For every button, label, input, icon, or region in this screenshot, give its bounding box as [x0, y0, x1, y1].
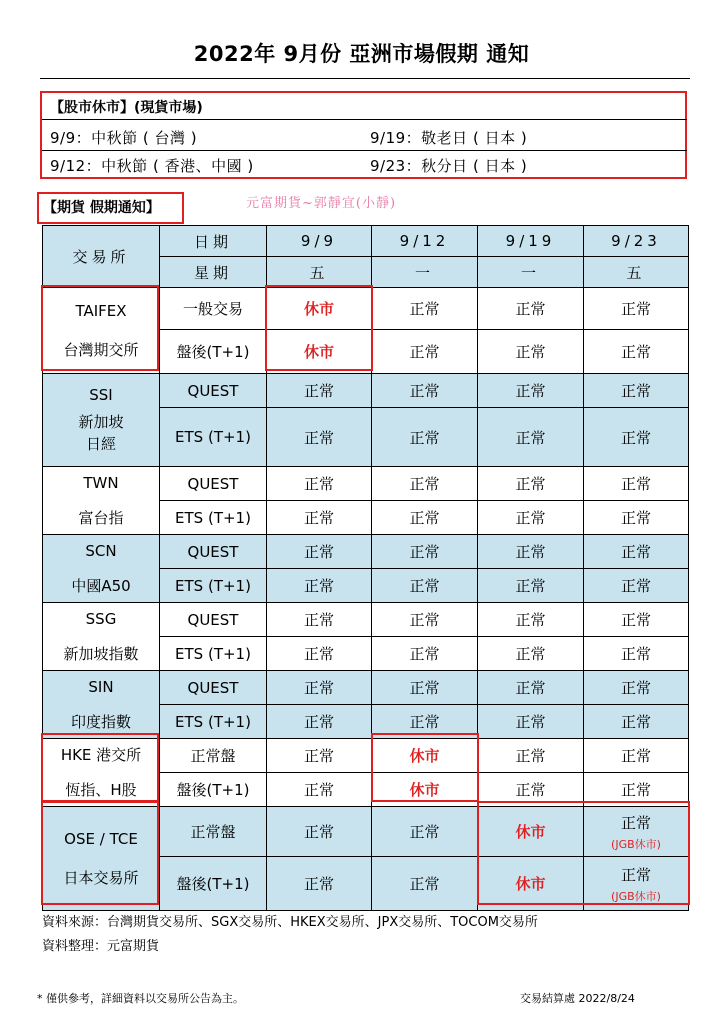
status-text: 正常 [409, 300, 440, 318]
status-cell [267, 857, 372, 911]
exchange-cell [43, 467, 160, 535]
status-cell [267, 330, 372, 374]
status-note: (JGB休市) [611, 889, 661, 903]
status-text: 正常 [515, 300, 546, 318]
status-text: 正常 [303, 543, 334, 561]
status-text: 正常 [409, 577, 440, 595]
status-cell [478, 501, 584, 535]
status-cell [478, 569, 584, 603]
exchange-name-line: OSE / TCE [64, 830, 138, 848]
futures-holiday-table [42, 225, 689, 911]
status-text: 正常 [620, 679, 651, 697]
status-cell [267, 569, 372, 603]
exchange-name-line: 恆指、H股 [65, 780, 137, 799]
table-row [43, 467, 689, 501]
status-cell [372, 671, 478, 705]
status-cell [267, 773, 372, 807]
exchange-name-line: TWN [83, 474, 119, 492]
status-text: 正常 [515, 475, 546, 493]
exchange-name-line: 日本交易所 [63, 868, 139, 887]
exchange-name-line: 日經 [85, 435, 116, 454]
exchange-cell [43, 739, 160, 807]
status-text: 正常 [515, 509, 546, 527]
status-cell [372, 330, 478, 374]
status-text: 正常 [303, 875, 334, 893]
status-text: 正常 [303, 713, 334, 731]
date-header: 9/19 [478, 226, 584, 257]
exchange-cell [43, 807, 160, 911]
status-cell [372, 705, 478, 739]
status-text: 正常 [620, 509, 651, 527]
status-cell [267, 603, 372, 637]
status-cell [584, 739, 689, 773]
exchange-column-header: 交易所 [43, 226, 160, 288]
status-cell [584, 773, 689, 807]
status-cell [478, 773, 584, 807]
status-text: 正常 [303, 823, 334, 841]
exchange-name-line: TAIFEX [75, 302, 127, 320]
status-cell [478, 374, 584, 408]
table-row [43, 288, 689, 330]
stock-closure-box [40, 91, 687, 179]
session-name: 一般交易 [160, 288, 267, 330]
exchange-cell [43, 603, 160, 671]
status-cell [584, 467, 689, 501]
exchange-name-line: SCN [85, 542, 117, 560]
session-name: QUEST [160, 603, 267, 637]
footer-department-date: 交易結算處 2022/8/24 [520, 992, 635, 1005]
status-text: 正常 [620, 747, 651, 765]
status-text: 正常 [409, 713, 440, 731]
status-cell [478, 535, 584, 569]
status-cell [267, 739, 372, 773]
status-cell [584, 408, 689, 467]
status-cell [372, 739, 478, 773]
status-text: 正常 [620, 475, 651, 493]
weekday-header: 一 [372, 257, 478, 288]
status-text: 正常 [409, 543, 440, 561]
status-text: 正常 [515, 713, 546, 731]
status-text: 休市 [303, 300, 334, 318]
status-cell [478, 408, 584, 467]
table-row [43, 739, 689, 773]
disclaimer-footnote: * 僅供參考，詳細資料以交易所公告為主。 [37, 992, 244, 1005]
data-source-note: 資料來源：台灣期貨交易所、SGX交易所、HKEX交易所、JPX交易所、TOCOM交易所 [42, 915, 538, 930]
status-cell [267, 288, 372, 330]
table-row [43, 671, 689, 705]
status-text: 正常 [620, 577, 651, 595]
status-cell [267, 637, 372, 671]
exchange-cell [43, 671, 160, 739]
status-cell [372, 637, 478, 671]
status-text: 正常 [409, 509, 440, 527]
date-header: 9/12 [372, 226, 478, 257]
status-text: 正常 [515, 577, 546, 595]
exchange-name-line: 印度指數 [70, 712, 131, 731]
status-cell [372, 408, 478, 467]
status-text: 正常 [620, 865, 651, 884]
status-text: 正常 [620, 343, 651, 361]
status-text: 正常 [515, 343, 546, 361]
status-cell [584, 705, 689, 739]
title-underline [40, 78, 690, 79]
status-text: 正常 [620, 543, 651, 561]
status-text: 正常 [515, 543, 546, 561]
stock-closure-item: 9/9：中秋節 ( 台灣 ) [50, 129, 198, 147]
session-name: QUEST [160, 671, 267, 705]
status-cell [267, 374, 372, 408]
status-cell [478, 467, 584, 501]
stock-closure-heading: 【股市休市】(現貨市場) [50, 100, 203, 116]
exchange-name-line: 中國A50 [71, 576, 131, 595]
exchange-name-line: SSI [89, 386, 113, 405]
status-text: 休市 [409, 781, 440, 799]
status-text: 正常 [620, 781, 651, 799]
session-name: ETS (T+1) [160, 637, 267, 671]
status-cell [584, 535, 689, 569]
page-title: 2022年 9月份 亞洲市場假期 通知 [193, 42, 530, 66]
status-text: 正常 [303, 577, 334, 595]
session-name: 盤後(T+1) [160, 330, 267, 374]
status-text: 正常 [620, 382, 651, 400]
status-text: 正常 [409, 343, 440, 361]
session-name: 正常盤 [160, 739, 267, 773]
divider [42, 119, 687, 120]
status-text: 正常 [620, 645, 651, 663]
status-cell [267, 501, 372, 535]
status-text: 正常 [515, 382, 546, 400]
status-text: 正常 [409, 679, 440, 697]
session-name: ETS (T+1) [160, 705, 267, 739]
session-name: ETS (T+1) [160, 408, 267, 467]
weekday-label: 星期 [160, 257, 267, 288]
table-row [43, 535, 689, 569]
status-cell [584, 857, 689, 911]
status-cell [372, 288, 478, 330]
status-text: 正常 [409, 428, 440, 447]
status-text: 正常 [515, 428, 546, 447]
date-header: 9/9 [267, 226, 372, 257]
status-text: 正常 [515, 781, 546, 799]
status-cell [478, 671, 584, 705]
status-cell [584, 288, 689, 330]
table-row [43, 603, 689, 637]
exchange-name-line: SSG [85, 610, 117, 628]
date-label: 日期 [160, 226, 267, 257]
status-text: 正常 [303, 382, 334, 400]
exchange-cell [43, 374, 160, 467]
status-text: 正常 [620, 813, 651, 832]
futures-heading: 【期貨 假期通知】 [37, 192, 184, 224]
status-cell [478, 637, 584, 671]
exchange-name-line: 新加坡 [78, 412, 124, 431]
exchange-name-line: 富台指 [78, 508, 124, 527]
status-cell [584, 603, 689, 637]
status-text: 正常 [515, 747, 546, 765]
status-text: 正常 [303, 747, 334, 765]
status-text: 休市 [409, 747, 440, 765]
status-text: 正常 [409, 475, 440, 493]
data-compiler-note: 資料整理：元富期貨 [42, 939, 160, 954]
date-header: 9/23 [584, 226, 689, 257]
status-text: 正常 [303, 475, 334, 493]
status-cell [478, 603, 584, 637]
stock-closure-item: 9/23：秋分日 ( 日本 ) [370, 157, 528, 175]
status-cell [372, 374, 478, 408]
session-name: 盤後(T+1) [160, 857, 267, 911]
session-name: QUEST [160, 374, 267, 408]
status-cell [372, 807, 478, 857]
status-text: 正常 [303, 781, 334, 799]
session-name: QUEST [160, 535, 267, 569]
author-note: 元富期貨~郭靜宜(小靜) [246, 196, 397, 211]
status-cell [584, 569, 689, 603]
exchange-name-line: 新加坡指數 [63, 644, 139, 663]
exchange-cell [43, 288, 160, 374]
status-cell [372, 569, 478, 603]
divider [42, 150, 687, 151]
status-cell [372, 857, 478, 911]
status-cell [584, 374, 689, 408]
status-cell [372, 535, 478, 569]
status-cell [267, 705, 372, 739]
status-cell [478, 288, 584, 330]
session-name: 正常盤 [160, 807, 267, 857]
status-text: 正常 [303, 645, 334, 663]
status-cell [267, 671, 372, 705]
status-cell [372, 467, 478, 501]
status-cell [372, 501, 478, 535]
session-name: ETS (T+1) [160, 501, 267, 535]
status-cell [267, 408, 372, 467]
stock-closure-item: 9/12：中秋節 ( 香港、中國 ) [50, 157, 254, 175]
status-cell [478, 705, 584, 739]
session-name: 盤後(T+1) [160, 773, 267, 807]
stock-closure-item: 9/19：敬老日 ( 日本 ) [370, 129, 528, 147]
status-text: 正常 [409, 875, 440, 893]
status-text: 正常 [620, 611, 651, 629]
status-text: 正常 [620, 428, 651, 447]
status-cell [478, 807, 584, 857]
status-cell [584, 671, 689, 705]
status-text: 正常 [303, 679, 334, 697]
table-row [43, 374, 689, 408]
status-cell [267, 807, 372, 857]
status-text: 休市 [515, 875, 546, 893]
status-note: (JGB休市) [611, 837, 661, 851]
status-cell [584, 637, 689, 671]
status-cell [372, 603, 478, 637]
status-text: 正常 [515, 679, 546, 697]
exchange-name-line: SIN [88, 678, 114, 696]
status-text: 休市 [303, 343, 334, 361]
weekday-header: 五 [267, 257, 372, 288]
weekday-header: 一 [478, 257, 584, 288]
status-cell [584, 330, 689, 374]
status-cell [584, 807, 689, 857]
status-cell [267, 467, 372, 501]
session-name: QUEST [160, 467, 267, 501]
status-text: 正常 [409, 611, 440, 629]
session-name: ETS (T+1) [160, 569, 267, 603]
status-cell [478, 739, 584, 773]
exchange-cell [43, 535, 160, 603]
status-text: 正常 [620, 300, 651, 318]
status-text: 正常 [303, 428, 334, 447]
weekday-header: 五 [584, 257, 689, 288]
status-text: 正常 [303, 509, 334, 527]
status-cell [372, 773, 478, 807]
table-row [43, 807, 689, 857]
status-text: 休市 [515, 823, 546, 841]
status-cell [584, 501, 689, 535]
status-text: 正常 [620, 713, 651, 731]
exchange-name-line: HKE 港交所 [60, 746, 142, 764]
status-text: 正常 [515, 645, 546, 663]
status-text: 正常 [303, 611, 334, 629]
status-cell [267, 535, 372, 569]
status-text: 正常 [515, 611, 546, 629]
status-text: 正常 [409, 645, 440, 663]
status-text: 正常 [409, 823, 440, 841]
status-text: 正常 [409, 382, 440, 400]
exchange-name-line: 台灣期交所 [63, 340, 139, 359]
status-cell [478, 330, 584, 374]
status-cell [478, 857, 584, 911]
